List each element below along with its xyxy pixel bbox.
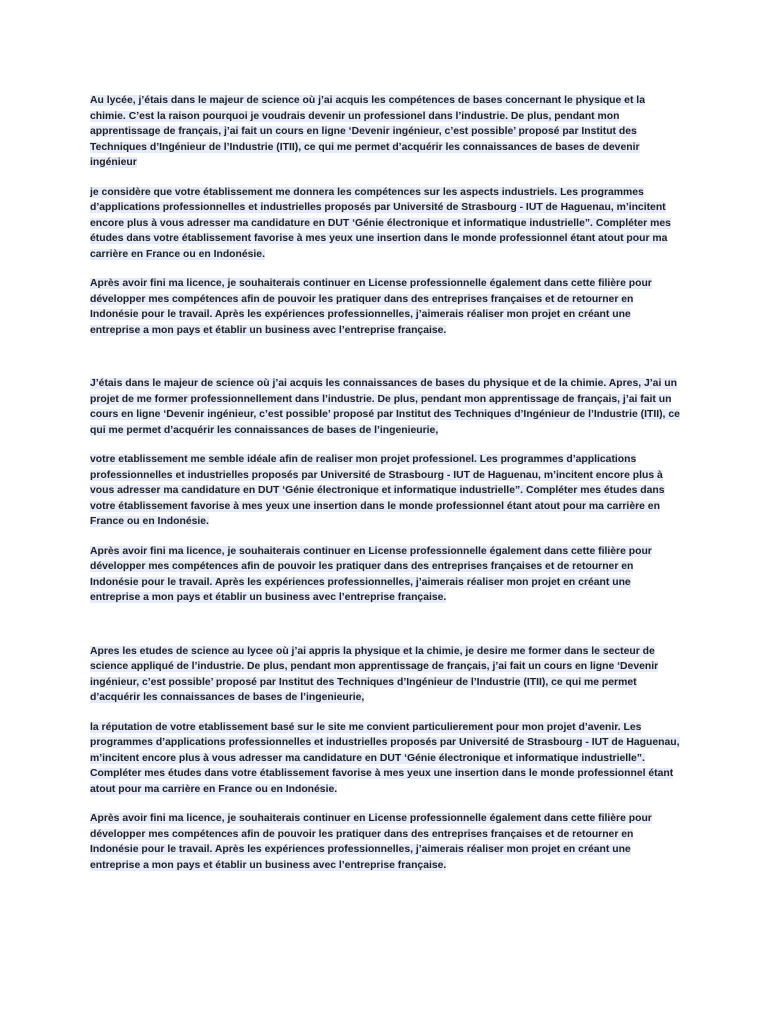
paragraph-5 xyxy=(90,452,682,530)
paragraph-2-text: je considère que votre établissement me donnera les compétences sur les aspects industriels. Les programmes d’applications professionnelles et industrielles proposés par Université de Strasbourg - IUT de Haguenau, m’incitent encore plus à vous adresser ma candidature en DUT ‘Génie électronique et informatique industrielle”. Compléter mes études dans votre établissement favorise à mes yeux une insertion dans le monde professionnel étant atout pour ma carrière en France ou en Indonésie. xyxy=(90,186,671,260)
paragraph-6-text: Après avoir fini ma licence, je souhaiterais continuer en License professionnelle également dans cette filière pour développer mes compétences afin de pouvoir les pratiquer dans des entreprises françaises et de retourner en Indonésie pour le travail. Après les expériences professionnelles, j’aimerais réaliser mon projet en créant une entreprise a mon pays et établir un business avec l’entreprise française. xyxy=(90,545,652,603)
paragraph-8 xyxy=(90,720,682,798)
paragraph-5-text: votre etablissement me semble idéale afin de realiser mon projet professionel. Les programmes d’applications professionnelles et industrielles proposés par Université de Strasbourg - IUT de Haguenau, m’incitent encore plus à vous adresser ma candidature en DUT ‘Génie électronique et informatique industrielle”. Compléter mes études dans votre établissement favorise à mes yeux une insertion dans le monde professionnel étant atout pour ma carrière en France ou en Indonésie. xyxy=(90,454,665,527)
paragraph-7 xyxy=(90,644,682,706)
paragraph-7-text: Apres les etudes de science au lycee où j’ai appris la physique et la chimie, je desire me former dans le secteur de science appliqué de l’industrie. De plus, pendant mon apprentissage de français, j’ai fait un cours en ligne ‘Devenir ingénieur, c’est possible’ proposé par Institut des Techniques d’Ingénieur de l’Industrie (ITII), ce qui me permet d’acquérir les connaissances de bases de l’ingenieurie, xyxy=(90,645,659,703)
paragraph-1 xyxy=(90,93,682,171)
paragraph-6 xyxy=(90,544,682,606)
paragraph-2 xyxy=(90,185,682,263)
paragraph-4 xyxy=(90,376,682,438)
paragraph-4-text: J’étais dans le majeur de science où j’ai acquis les connaissances de bases du physique et de la chimie. Apres, J’ai un projet de me former professionnellement dans l’industrie. De plus, pendant mon apprentissage de français, j’ai fait un cours en ligne ‘Devenir ingénieur, c’est possible’ proposé par Institut des Techniques d’Ingénieur de l’Industrie (ITII), ce qui me permet d’acquérir les connaissances de bases de l’ingenieurie, xyxy=(90,378,680,436)
paragraph-9 xyxy=(90,811,682,873)
paragraph-3-text: Après avoir fini ma licence, je souhaiterais continuer en License professionnelle également dans cette filière pour développer mes compétences afin de pouvoir les pratiquer dans des entreprises françaises et de retourner en Indonésie pour le travail. Après les expériences professionnelles, j’aimerais réaliser mon projet en créant une entreprise a mon pays et établir un business avec l’entreprise française. xyxy=(90,278,652,336)
paragraph-3 xyxy=(90,276,682,338)
section-spacer xyxy=(90,620,682,644)
paragraph-1-text: Au lycée, j’étais dans le majeur de science où j’ai acquis les compétences de bases concernant le physique et la chimie. C’est la raison pourquoi je voudrais devenir un professionel dans l’industrie. De plus, pendant mon apprentissage de français, j’ai fait un cours en ligne ‘Devenir ingénieur, c’est possible’ proposé par Institut des Techniques d’Ingénieur de l’Industrie (ITII), ce qui me permet d’acquérir les connaissances de bases de devenir ingénieur xyxy=(90,95,645,168)
paragraph-8-text: la réputation de votre etablissement basé sur le site me convient particulierement pour mon projet d’avenir. Les programmes d’applications professionnelles et industrielles proposés par Université de Strasbourg - IUT de Haguenau, m’incitent encore plus à vous adresser ma candidature en DUT ‘Génie électronique et informatique industrielle”. Compléter mes études dans votre établissement favorise à mes yeux une insertion dans le monde professionnel étant atout pour ma carrière en France ou en Indonésie. xyxy=(90,721,680,795)
document-body xyxy=(90,93,682,887)
paragraph-9-text: Après avoir fini ma licence, je souhaiterais continuer en License professionnelle également dans cette filière pour développer mes compétences afin de pouvoir les pratiquer dans des entreprises françaises et de retourner en Indonésie pour le travail. Après les expériences professionnelles, j’aimerais réaliser mon projet en créant une entreprise a mon pays et établir un business avec l’entreprise française. xyxy=(90,813,652,871)
section-spacer xyxy=(90,352,682,376)
